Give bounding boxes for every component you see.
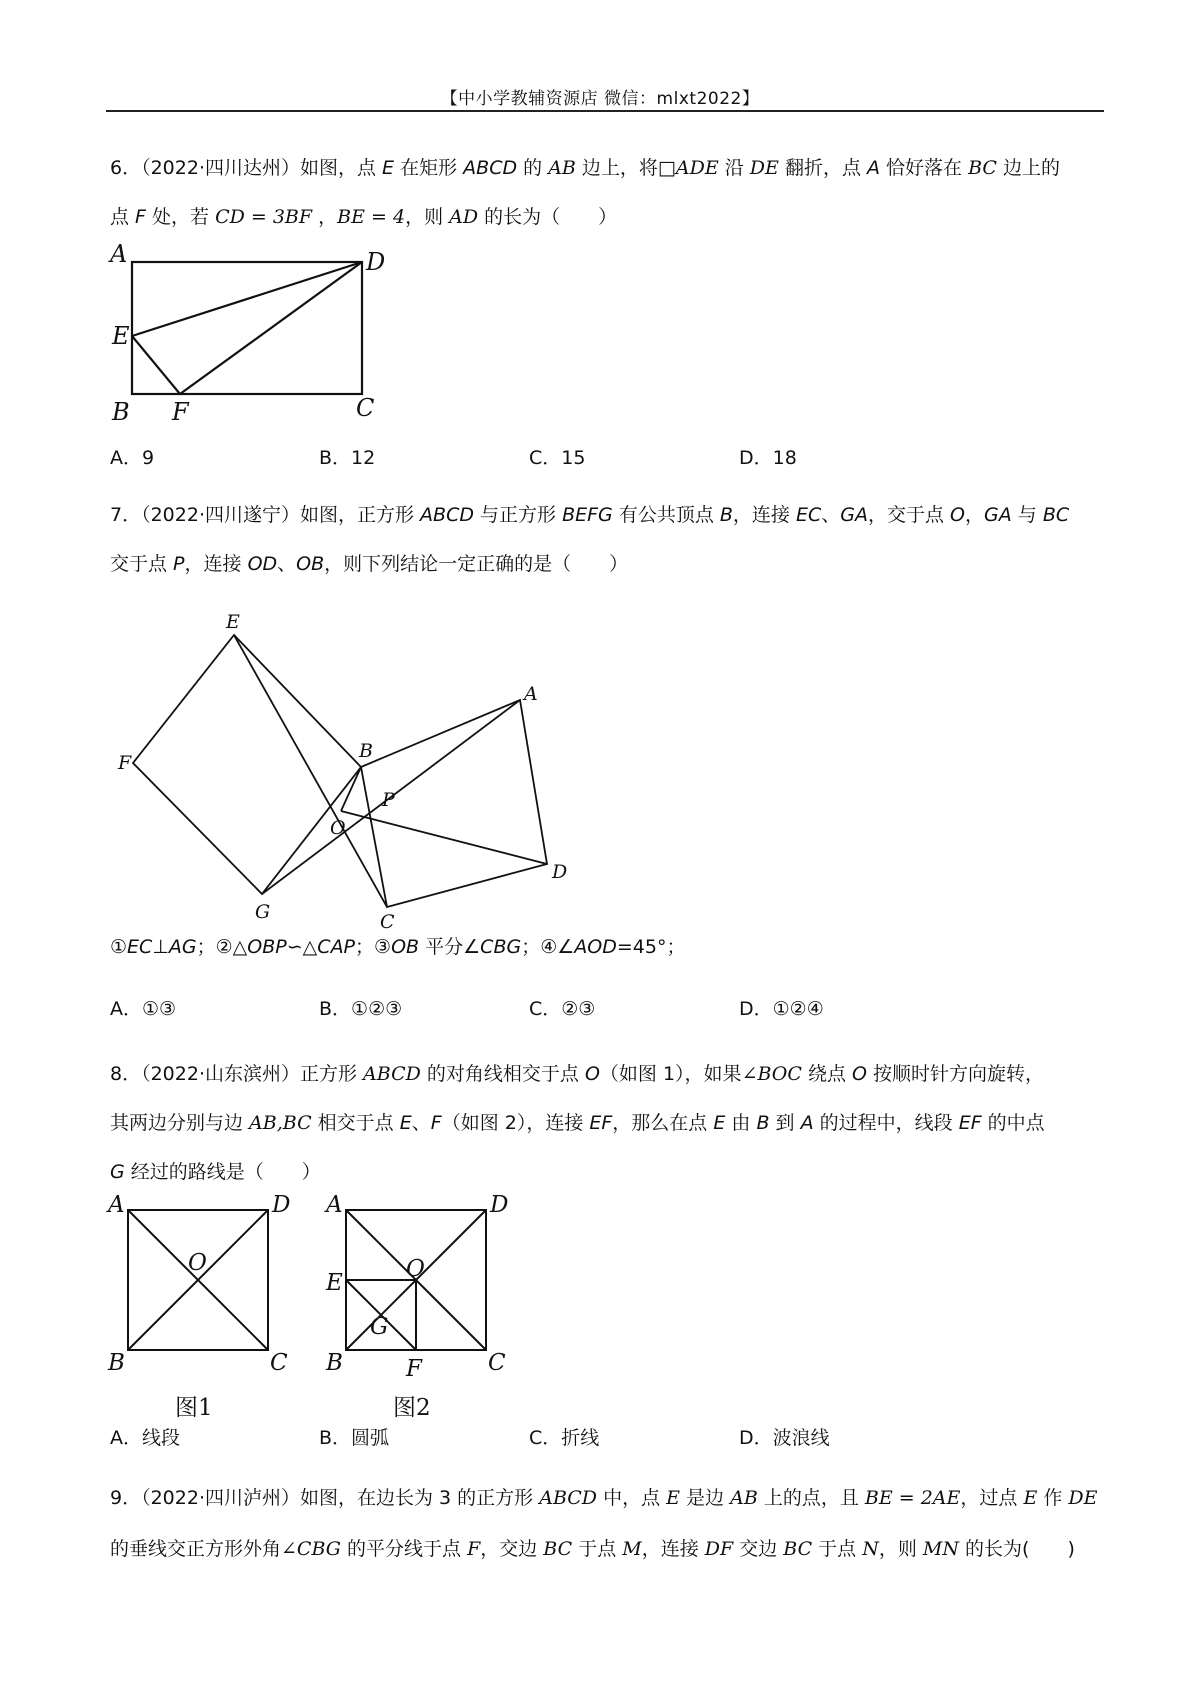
q7-conclusions: ①EC⊥AG；②△OBP∽△CAP；③OB 平分∠CBG；④∠AOD=45°； — [110, 936, 686, 958]
q7-label-o: O — [330, 817, 346, 839]
q6-label-a: A — [110, 240, 128, 268]
q8-fig1-label-b: B — [108, 1350, 125, 1376]
q6-options — [110, 443, 1100, 469]
q7-options — [110, 994, 1100, 1020]
q7-line-od — [341, 811, 547, 864]
q7-label-b: B — [359, 740, 373, 762]
q8-fig2-label-d: D — [490, 1192, 509, 1218]
q7-square-befg — [133, 635, 361, 894]
page-header: 【中小学教辅资源店 微信：mlxt2022】 — [440, 89, 760, 109]
q8-fig2-label-o: O — [406, 1256, 425, 1282]
q6-option-d[interactable]: D．18 — [739, 447, 797, 469]
q8-option-d[interactable]: D．波浪线 — [739, 1427, 830, 1449]
q7-label-p: P — [382, 789, 395, 811]
q7-figure — [100, 606, 580, 933]
q7-label-e: E — [226, 611, 240, 633]
q8-fig1-label-d: D — [272, 1192, 291, 1218]
q7-label-d: D — [552, 861, 568, 883]
q8-figure-2 — [318, 1190, 518, 1420]
q8-fig1-label-a: A — [108, 1192, 125, 1218]
question-8-text: 8．（2022·山东滨州）正方形 ABCD 的对角线相交于点 O（如图 1），如果∠BOC 绕点 O 按顺时针方向旋转， 其两边分别与边 AB,BC 相交于点 E、F（如图 2），连接 EF，那么在点 E 由 B 到 A 的过程中，线段 EF 的中点 G 经过的路线是（ ） — [110, 1063, 1045, 1183]
q7-option-c[interactable]: C．②③ — [529, 998, 596, 1020]
question-9-text: 9．（2022·四川泸州）如图，在边长为 3 的正方形 ABCD 中，点 E 是边 AB 上的点，且 BE = 2AE，过点 E 作 DE 的垂线交正方形外角∠CBG 的平分线于点 F，交边 BC 于点 M，连接 DF 交边 BC 于点 N，则 MN 的长为( ) — [110, 1487, 1098, 1560]
q8-fig2-label-a: A — [326, 1192, 343, 1218]
q7-label-g: G — [255, 901, 271, 923]
q6-label-c: C — [356, 394, 375, 422]
q8-fig2-label-b: B — [326, 1350, 343, 1376]
q6-figure — [100, 240, 400, 430]
header-divider — [106, 110, 1104, 112]
q7-option-b[interactable]: B．①②③ — [319, 998, 403, 1020]
q6-rectangle — [132, 262, 362, 394]
q8-fig1-caption: 图1 — [175, 1395, 213, 1421]
q8-option-b[interactable]: B．圆弧 — [319, 1427, 390, 1449]
q8-fig2-label-c: C — [488, 1350, 506, 1376]
q6-segment-fd — [180, 262, 362, 394]
q6-label-b: B — [112, 398, 130, 426]
q6-label-e: E — [112, 322, 130, 350]
q8-fig2-label-g: G — [370, 1314, 389, 1340]
q6-label-f: F — [172, 398, 189, 426]
q6-option-b[interactable]: B．12 — [319, 447, 376, 469]
q7-label-f: F — [118, 752, 132, 774]
q6-option-a[interactable]: A．9 — [110, 447, 155, 469]
q8-fig2-caption: 图2 — [393, 1395, 431, 1421]
q8-fig1-label-c: C — [270, 1350, 288, 1376]
q8-option-a[interactable]: A．线段 — [110, 1427, 180, 1449]
q8-option-c[interactable]: C．折线 — [529, 1427, 600, 1449]
q8-fig1-label-o: O — [188, 1250, 207, 1276]
q6-segment-ed — [132, 262, 362, 336]
q6-segment-ef — [132, 336, 180, 394]
q8-options — [110, 1423, 1100, 1449]
q7-line-ec — [234, 635, 387, 907]
question-6-text: 6．（2022·四川达州）如图，点 E 在矩形 ABCD 的 AB 边上，将□ADE 沿 DE 翻折，点 A 恰好落在 BC 边上的 点 F 处，若 CD = 3BF ，BE = 4，则 AD 的长为（ ） — [110, 157, 1060, 228]
q7-label-c: C — [380, 911, 395, 933]
q8-figure-1 — [100, 1190, 300, 1420]
q7-option-a[interactable]: A．①③ — [110, 998, 177, 1020]
q7-label-a: A — [524, 683, 538, 705]
q6-label-d: D — [366, 248, 386, 276]
q7-option-d[interactable]: D．①②④ — [739, 998, 824, 1020]
question-7-text: 7．（2022·四川遂宁）如图，正方形 ABCD 与正方形 BEFG 有公共顶点 B，连接 EC、GA，交于点 O，GA 与 BC 交于点 P，连接 OD、OB，则下列结论一定正确的是（ ） — [110, 504, 1070, 575]
q6-option-c[interactable]: C．15 — [529, 447, 586, 469]
q8-fig2-label-f: F — [406, 1356, 422, 1382]
q8-fig2-label-e: E — [326, 1270, 343, 1296]
